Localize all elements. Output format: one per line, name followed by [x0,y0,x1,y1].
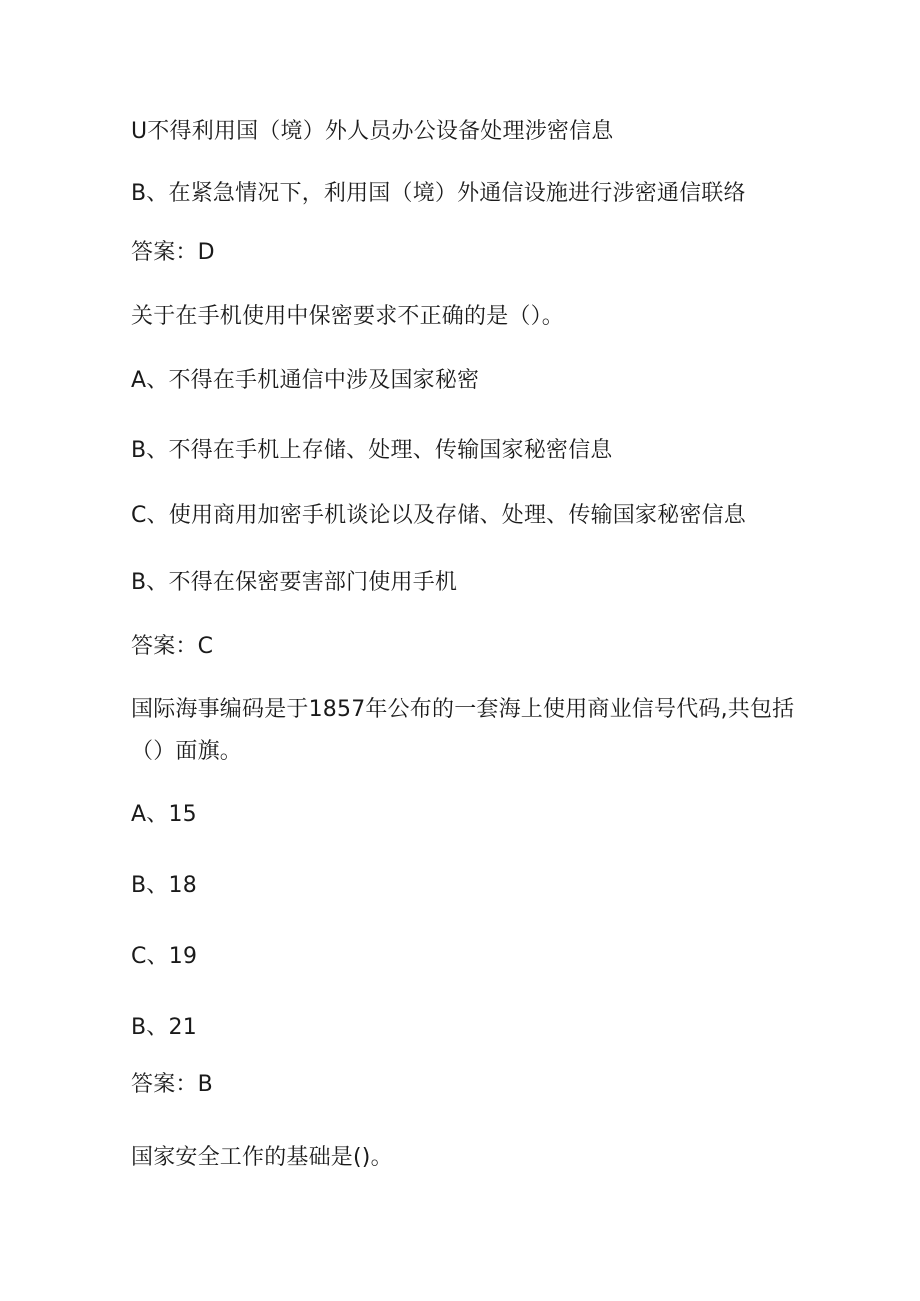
answer-maritime-code: 答案：B [131,1072,213,1097]
option-c-maritime-code: C、19 [131,944,198,969]
question-national-security-basis: 国家安全工作的基础是()。 [131,1145,393,1170]
option-d-phone-security: B、不得在保密要害部门使用手机 [131,570,458,595]
answer-phone-security: 答案：C [131,634,214,659]
question-phone-security: 关于在手机使用中保密要求不正确的是（）。 [131,304,565,329]
option-b-maritime-code: B、18 [131,873,197,898]
option-d-maritime-code: B、21 [131,1015,197,1040]
option-c-phone-security: C、使用商用加密手机谈论以及存储、处理、传输国家秘密信息 [131,503,746,528]
option-a-maritime-code: A、15 [131,802,197,827]
option-a-phone-security: A、不得在手机通信中涉及国家秘密 [131,368,480,393]
option-b-phone-security: B、不得在手机上存储、处理、传输国家秘密信息 [131,438,613,463]
option-b-prev-question: B、在紧急情况下，利用国（境）外通信设施进行涉密通信联络 [131,181,746,206]
option-u-prev-question: U不得利用国（境）外人员办公设备处理涉密信息 [131,119,614,144]
question-maritime-code-line2: （）面旗。 [131,739,243,764]
question-maritime-code-line1: 国际海事编码是于1857年公布的一套海上使用商业信号代码,共包括 [131,697,795,722]
answer-prev-question: 答案：D [131,240,215,265]
